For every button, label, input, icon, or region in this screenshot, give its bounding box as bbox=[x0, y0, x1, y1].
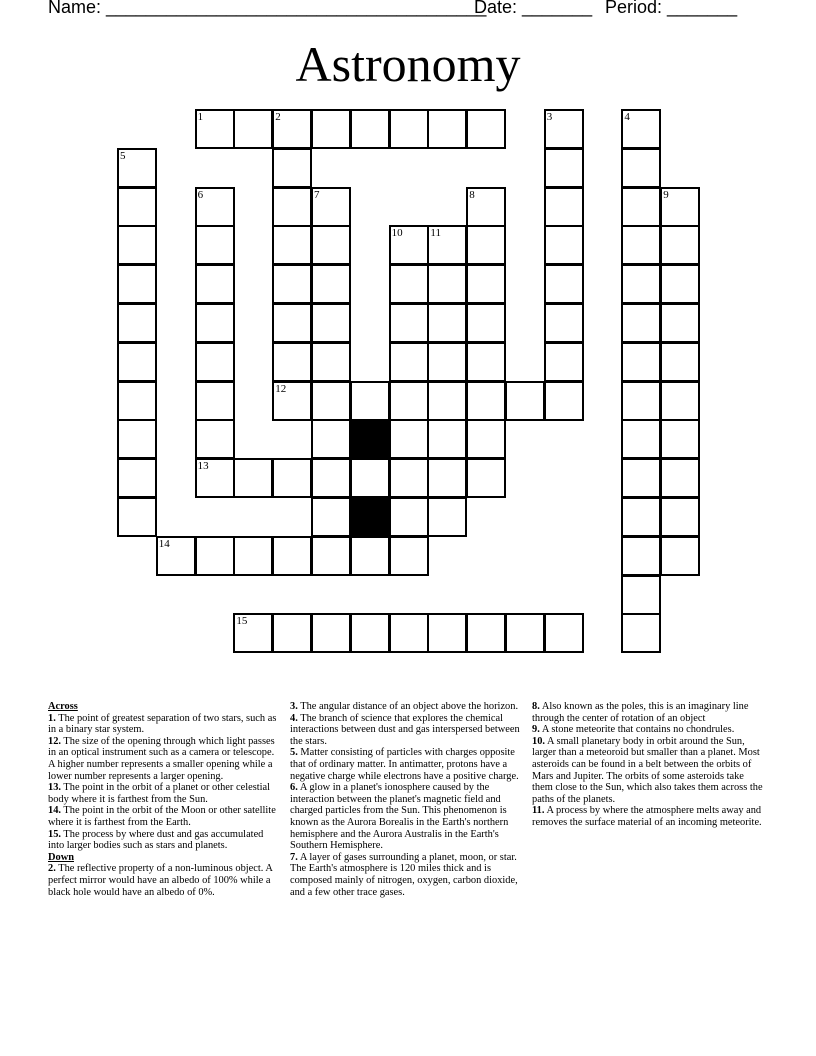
down-heading: Down bbox=[48, 851, 74, 863]
clue-number: 11 bbox=[430, 227, 441, 240]
grid-cell[interactable] bbox=[621, 148, 661, 188]
grid-cell[interactable] bbox=[272, 148, 312, 188]
grid-cell[interactable] bbox=[466, 303, 506, 343]
grid-cell[interactable] bbox=[621, 264, 661, 304]
grid-cell[interactable] bbox=[621, 187, 661, 227]
grid-cell[interactable] bbox=[311, 187, 351, 227]
name-field[interactable]: Name: ______________________________________ bbox=[48, 0, 487, 17]
grid-cell[interactable] bbox=[195, 458, 235, 498]
grid-cell[interactable] bbox=[195, 303, 235, 343]
clue-down-10: 10. A small planetary body in orbit around the Sun, larger than a meteoroid but smaller than a planet. Most asteroids can be found in a belt between the orbits of Mars and Jupiter. The orbits of some asteroids take them close to the Sun, which also takes them across the paths of the planets. bbox=[532, 735, 763, 805]
page-title: Astronomy bbox=[295, 36, 521, 92]
clue-down-5: 5. Matter consisting of particles with charges opposite that of ordinary matter. In antimatter, protons have a negative charge while electrons have a positive charge. bbox=[290, 747, 519, 782]
clue-number: 9 bbox=[663, 188, 669, 201]
grid-cell[interactable] bbox=[311, 381, 351, 421]
grid-cell[interactable] bbox=[544, 381, 584, 421]
clue-number: 5 bbox=[120, 149, 126, 162]
clue-down-2: 2. The reflective property of a non-luminous object. A perfect mirror would have an albedo of 100% while a black hole would have an albedo of 0%. bbox=[48, 863, 273, 898]
grid-cell[interactable] bbox=[272, 381, 312, 421]
grid-cell[interactable] bbox=[350, 458, 390, 498]
grid-cell[interactable] bbox=[466, 225, 506, 265]
grid-cell[interactable] bbox=[466, 187, 506, 227]
grid-cell[interactable] bbox=[660, 303, 700, 343]
grid-cell[interactable] bbox=[621, 419, 661, 459]
grid-cell[interactable] bbox=[272, 264, 312, 304]
grid-cell[interactable] bbox=[117, 497, 157, 537]
clue-across-13: 13. The point in the orbit of a planet or other celestial body where it is farthest from the Sun. bbox=[48, 782, 271, 805]
grid-cell[interactable] bbox=[389, 264, 429, 304]
grid-cell[interactable] bbox=[621, 381, 661, 421]
grid-cell[interactable] bbox=[195, 381, 235, 421]
grid-cell[interactable] bbox=[389, 458, 429, 498]
grid-cell[interactable] bbox=[156, 536, 196, 576]
across-heading: Across bbox=[48, 701, 78, 712]
grid-cell[interactable] bbox=[427, 225, 467, 265]
grid-cell[interactable] bbox=[544, 225, 584, 265]
grid-cell[interactable] bbox=[233, 536, 273, 576]
grid-cell[interactable] bbox=[272, 303, 312, 343]
grid-cell[interactable] bbox=[466, 381, 506, 421]
grid-cell[interactable] bbox=[311, 536, 351, 576]
grid-cell[interactable] bbox=[427, 381, 467, 421]
grid-cell[interactable] bbox=[195, 109, 235, 149]
grid-cell[interactable] bbox=[195, 264, 235, 304]
clue-number: 14 bbox=[158, 537, 170, 550]
grid-cell[interactable] bbox=[544, 187, 584, 227]
grid-cell[interactable] bbox=[466, 342, 506, 382]
grid-cell[interactable] bbox=[389, 109, 429, 149]
grid-cell[interactable] bbox=[272, 187, 312, 227]
grid-cell[interactable] bbox=[311, 342, 351, 382]
grid-cell[interactable] bbox=[621, 575, 661, 615]
grid-cell[interactable] bbox=[389, 419, 429, 459]
grid-cell[interactable] bbox=[389, 303, 429, 343]
grid-cell[interactable] bbox=[389, 536, 429, 576]
grid-cell[interactable] bbox=[466, 419, 506, 459]
black-cell bbox=[350, 497, 390, 537]
grid-cell[interactable] bbox=[311, 225, 351, 265]
grid-cell[interactable] bbox=[466, 264, 506, 304]
grid-cell[interactable] bbox=[117, 342, 157, 382]
clue-across-1: 1. The point of greatest separation of two stars, such as in a binary star system. bbox=[48, 712, 277, 736]
period-field[interactable]: Period: _______ bbox=[605, 0, 738, 17]
grid-cell[interactable] bbox=[233, 109, 273, 149]
grid-cell[interactable] bbox=[272, 613, 312, 653]
grid-cell[interactable] bbox=[350, 381, 390, 421]
clue-number: 13 bbox=[197, 460, 209, 473]
clue-down-6: 6. A glow in a planet's ionosphere caused by the interaction between the planet's magnetic field and charged particles from the Sun. This phenomenon is known as the Aurora Borealis in the Earth's northern hemisphere and the Aurora Australis in the Earth's Southern Hemisphere. bbox=[290, 782, 509, 852]
grid-cell[interactable] bbox=[544, 148, 584, 188]
grid-cell[interactable] bbox=[272, 109, 312, 149]
grid-cell[interactable] bbox=[350, 109, 390, 149]
clue-down-7: 7. A layer of gases surrounding a planet, moon, or star. The Earth's atmosphere is 120 miles thick and is composed mainly of nitrogen, oxygen, carbon dioxide, and a few other trace gases. bbox=[290, 851, 518, 898]
clue-down-3: 3. The angular distance of an object above the horizon. bbox=[290, 701, 519, 712]
grid-cell[interactable] bbox=[621, 109, 661, 149]
grid-cell[interactable] bbox=[117, 381, 157, 421]
grid-cell[interactable] bbox=[350, 536, 390, 576]
clue-number: 6 bbox=[197, 188, 204, 201]
grid-cell[interactable] bbox=[117, 458, 157, 498]
grid-cell[interactable] bbox=[350, 613, 390, 653]
grid-cell[interactable] bbox=[660, 264, 700, 304]
grid-cell[interactable] bbox=[544, 264, 584, 304]
black-cell bbox=[350, 419, 390, 459]
grid-cell[interactable] bbox=[195, 225, 235, 265]
grid-cell[interactable] bbox=[272, 458, 312, 498]
clue-number: 7 bbox=[314, 188, 320, 201]
grid-cell[interactable] bbox=[427, 109, 467, 149]
grid-cell[interactable] bbox=[117, 303, 157, 343]
grid-cell[interactable] bbox=[195, 536, 235, 576]
grid-cell[interactable] bbox=[272, 342, 312, 382]
grid-cell[interactable] bbox=[621, 303, 661, 343]
grid-cell[interactable] bbox=[660, 187, 700, 227]
grid-cell[interactable] bbox=[427, 264, 467, 304]
grid-cell[interactable] bbox=[389, 342, 429, 382]
clue-number: 10 bbox=[391, 227, 403, 240]
grid-cell[interactable] bbox=[660, 225, 700, 265]
clue-number: 4 bbox=[624, 111, 630, 123]
grid-cell[interactable] bbox=[272, 536, 312, 576]
grid-cell[interactable] bbox=[544, 613, 584, 653]
grid-cell[interactable] bbox=[389, 381, 429, 421]
clues-column-2 bbox=[290, 701, 522, 898]
grid-cell[interactable] bbox=[660, 536, 700, 576]
clue-number: 1 bbox=[197, 111, 204, 123]
grid-cell[interactable] bbox=[466, 109, 506, 149]
grid-cell[interactable] bbox=[389, 225, 429, 265]
grid-cell[interactable] bbox=[311, 497, 351, 537]
grid-cell[interactable] bbox=[117, 187, 157, 227]
grid-cell[interactable] bbox=[621, 536, 661, 576]
clue-down-11: 11. A process by where the atmosphere melts away and removes the surface material of an incoming meteorite. bbox=[532, 805, 762, 828]
clue-across-15: 15. The process by where dust and gas accumulated into larger bodies such as stars and planets. bbox=[48, 828, 264, 852]
grid-cell[interactable] bbox=[117, 264, 157, 304]
grid-cell[interactable] bbox=[660, 419, 700, 459]
grid-cell[interactable] bbox=[505, 613, 545, 653]
clues-column-1 bbox=[48, 701, 282, 898]
clue-down-8: 8. Also known as the poles, this is an imaginary line through the center of rotation of an object bbox=[532, 701, 749, 724]
date-field[interactable]: Date: _______ bbox=[474, 0, 593, 17]
grid-cell[interactable] bbox=[117, 148, 157, 188]
grid-cell[interactable] bbox=[427, 613, 467, 653]
grid-cell[interactable] bbox=[272, 225, 312, 265]
clue-number: 2 bbox=[275, 111, 281, 123]
grid-cell[interactable] bbox=[427, 458, 467, 498]
grid-cell[interactable] bbox=[427, 419, 467, 459]
grid-cell[interactable] bbox=[660, 497, 700, 537]
grid-cell[interactable] bbox=[621, 342, 661, 382]
grid-cell[interactable] bbox=[389, 613, 429, 653]
grid-cell[interactable] bbox=[311, 264, 351, 304]
clues-column-3 bbox=[532, 701, 764, 829]
grid-cell[interactable] bbox=[660, 381, 700, 421]
clue-down-9: 9. A stone meteorite that contains no chondrules. bbox=[532, 724, 735, 736]
grid-cell[interactable] bbox=[311, 303, 351, 343]
clue-number: 12 bbox=[275, 382, 287, 395]
clue-across-12: 12. The size of the opening through which light passes in an optical instrument such as a camera or telescope. A higher number represents a smaller opening while a lower number represents a larger opening. bbox=[48, 735, 275, 782]
grid-cell[interactable] bbox=[505, 381, 545, 421]
grid-cell[interactable] bbox=[621, 497, 661, 537]
grid-cell[interactable] bbox=[466, 613, 506, 653]
grid-cell[interactable] bbox=[233, 613, 273, 653]
clue-number: 8 bbox=[469, 188, 475, 201]
grid-cell[interactable] bbox=[621, 613, 661, 653]
grid-cell[interactable] bbox=[195, 187, 235, 227]
grid-cell[interactable] bbox=[117, 419, 157, 459]
grid-cell[interactable] bbox=[233, 458, 273, 498]
grid-cell[interactable] bbox=[621, 458, 661, 498]
grid-cell[interactable] bbox=[389, 497, 429, 537]
grid-cell[interactable] bbox=[117, 225, 157, 265]
grid-cell[interactable] bbox=[195, 419, 235, 459]
grid-cell[interactable] bbox=[311, 613, 351, 653]
grid-cell[interactable] bbox=[311, 419, 351, 459]
grid-cell[interactable] bbox=[621, 225, 661, 265]
grid-cell[interactable] bbox=[544, 342, 584, 382]
grid-cell[interactable] bbox=[660, 342, 700, 382]
grid-cell[interactable] bbox=[544, 303, 584, 343]
grid-cell[interactable] bbox=[195, 342, 235, 382]
grid-cell[interactable] bbox=[427, 303, 467, 343]
clue-down-4: 4. The branch of science that explores the chemical interactions between dust and gas interspersed between the stars. bbox=[290, 712, 520, 747]
grid-cell[interactable] bbox=[544, 109, 584, 149]
grid-cell[interactable] bbox=[311, 458, 351, 498]
clue-number: 15 bbox=[236, 615, 248, 628]
clue-across-14: 14. The point in the orbit of the Moon or other satellite where it is farthest from the Earth. bbox=[48, 805, 276, 828]
grid-cell[interactable] bbox=[660, 458, 700, 498]
grid-cell[interactable] bbox=[427, 497, 467, 537]
clue-number: 3 bbox=[546, 111, 553, 123]
grid-cell[interactable] bbox=[311, 109, 351, 149]
grid-cell[interactable] bbox=[466, 458, 506, 498]
grid-cell[interactable] bbox=[427, 342, 467, 382]
